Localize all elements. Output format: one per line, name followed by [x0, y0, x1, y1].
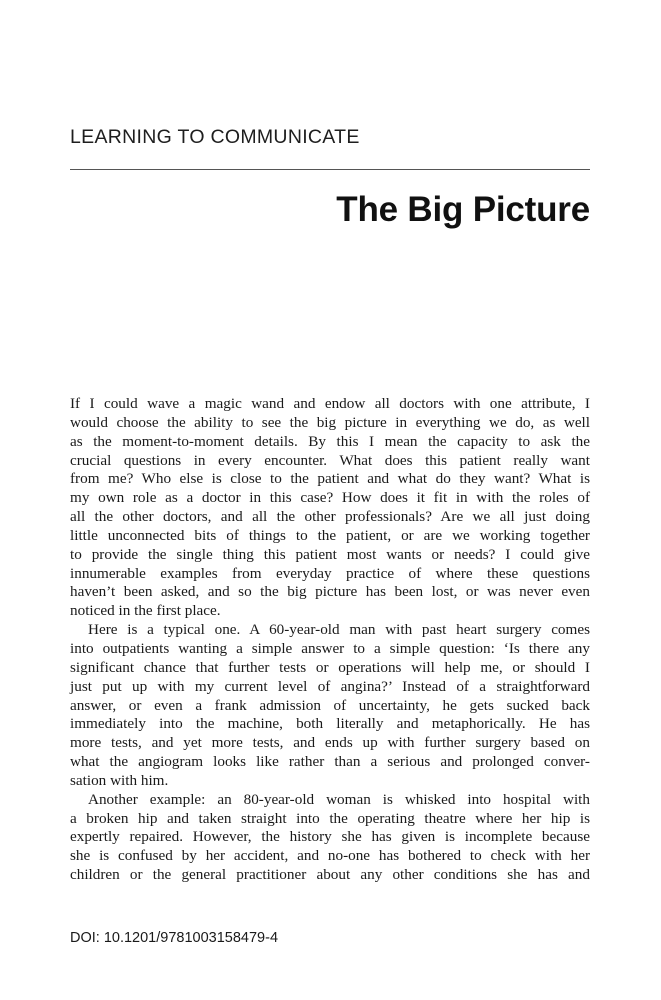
header-rule	[70, 169, 590, 170]
text-line: a broken hip and taken straight into the operating theatre where her hip is	[70, 809, 590, 827]
text-line: innumerable examples from everyday practice of where these questions	[70, 564, 590, 582]
chapter-title: The Big Picture	[336, 190, 590, 229]
text-line: haven’t been asked, and so the big picture has been lost, or was never even	[70, 583, 590, 601]
body-paragraph	[70, 395, 590, 621]
text-line: all the other doctors, and all the other professionals? Are we all just doing	[70, 508, 590, 526]
text-line: crucial questions in every encounter. What does this patient really want	[70, 451, 590, 469]
body-text	[70, 395, 590, 885]
text-line: noticed in the first place.	[70, 602, 221, 620]
text-line: just put up with my current level of angina?’ Instead of a straightforward	[70, 677, 590, 695]
text-line: into outpatients wanting a simple answer to a simple question: ‘Is there any	[70, 639, 590, 657]
text-line: little unconnected bits of things to the patient, or are we working together	[70, 526, 590, 544]
body-paragraph	[70, 791, 590, 885]
body-paragraph	[70, 621, 590, 791]
text-line: answer, or even a frank admission of uncertainty, he gets sucked back	[70, 696, 590, 714]
text-line: significant chance that further tests or operations will help me, or should I	[70, 658, 590, 676]
text-line: as the moment-to-moment details. By this I mean the capacity to ask the	[70, 432, 590, 450]
text-line: Another example: an 80-year-old woman is whisked into hospital with	[88, 790, 590, 808]
text-line: immediately into the machine, both literally and metaphorically. He has	[70, 715, 590, 733]
text-line: my own role as a doctor in this case? How does it fit in with the roles of	[70, 489, 590, 507]
text-line: more tests, and yet more tests, and ends up with further surgery based on	[70, 734, 590, 752]
text-line: what the angiogram looks like rather than a serious and prolonged conver-	[70, 753, 590, 771]
text-line: sation with him.	[70, 771, 169, 789]
text-line: expertly repaired. However, the history she has given is incomplete because	[70, 828, 590, 846]
text-line: she is confused by her accident, and no-one has bothered to check with her	[70, 847, 590, 865]
text-line: would choose the ability to see the big picture in everything we do, as well	[70, 413, 590, 431]
text-line: from me? Who else is close to the patient and what do they want? What is	[70, 470, 590, 488]
text-line: children or the general practitioner about any other conditions she has and	[70, 866, 590, 884]
text-line: Here is a typical one. A 60-year-old man with past heart surgery comes	[88, 621, 590, 639]
text-line: to provide the single thing this patient most wants or needs? I could give	[70, 545, 590, 563]
doi-footer: DOI: 10.1201/9781003158479-4	[70, 930, 279, 946]
running-head: LEARNING TO COMMUNICATE	[70, 126, 360, 148]
text-line: If I could wave a magic wand and endow all doctors with one attribute, I	[70, 395, 590, 412]
